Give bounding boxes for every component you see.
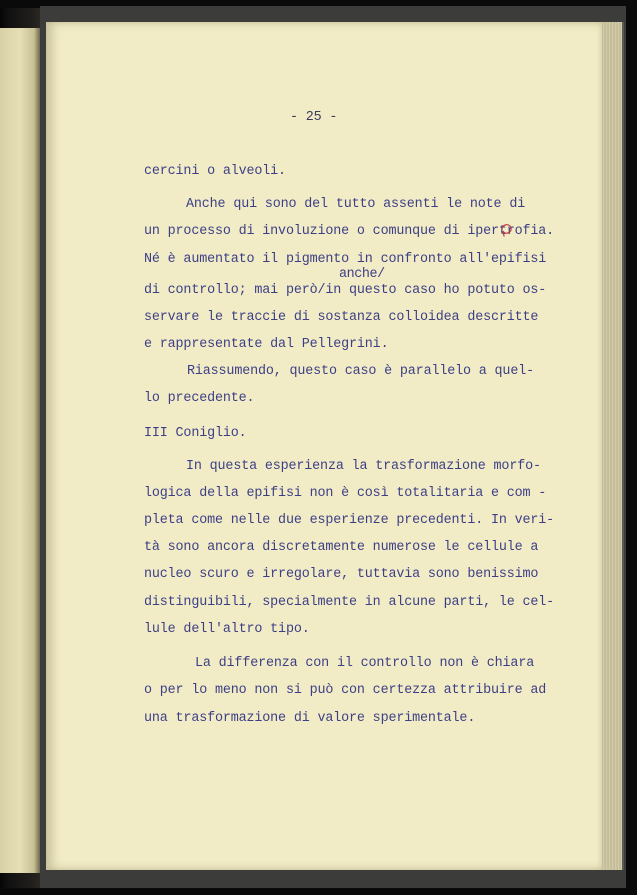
page-stack-edge bbox=[600, 22, 624, 870]
page-number: - 25 - bbox=[290, 110, 338, 125]
text-line: un processo di involuzione o comunque di ipertrofia. bbox=[144, 224, 555, 239]
text-line: La differenza con il controllo non è chiara bbox=[195, 656, 535, 671]
interlinear-insertion: anche/ bbox=[339, 267, 385, 282]
text-line: logica della epifisi non è così totalitaria e com - bbox=[144, 486, 547, 501]
text-line: In questa esperienza la trasformazione morfo- bbox=[186, 459, 541, 474]
text-line: cercini o alveoli. bbox=[144, 164, 286, 179]
text-line: Anche qui sono del tutto assenti le note di bbox=[186, 197, 526, 212]
previous-page-edge bbox=[0, 28, 40, 873]
text-line: servare le traccie di sostanza colloidea descritte bbox=[144, 310, 539, 325]
text-line: Riassumendo, questo caso è parallelo a quel- bbox=[187, 364, 534, 379]
text-line: pleta come nelle due esperienze precedenti. In veri- bbox=[144, 513, 555, 528]
text-line: Né è aumentato il pigmento in confronto all'epifisi bbox=[144, 252, 547, 267]
text-line: e rappresentate dal Pellegrini. bbox=[144, 337, 389, 352]
handwritten-correction-mark bbox=[500, 220, 513, 237]
text-line: tà sono ancora discretamente numerose le cellule a bbox=[144, 540, 539, 555]
text-line: di controllo; mai però/in questo caso ho potuto os- bbox=[144, 283, 547, 298]
document-page bbox=[46, 22, 602, 870]
text-line: una trasformazione di valore sperimentale. bbox=[144, 711, 476, 726]
text-line: lo precedente. bbox=[144, 391, 255, 406]
text-line: nucleo scuro e irregolare, tuttavia sono benissimo bbox=[144, 567, 539, 582]
text-line: distinguibili, specialmente in alcune parti, le cel- bbox=[144, 595, 555, 610]
text-line: lule dell'altro tipo. bbox=[144, 622, 310, 637]
text-line: o per lo meno non si può con certezza attribuire ad bbox=[144, 683, 547, 698]
section-heading: III Coniglio. bbox=[144, 426, 247, 441]
